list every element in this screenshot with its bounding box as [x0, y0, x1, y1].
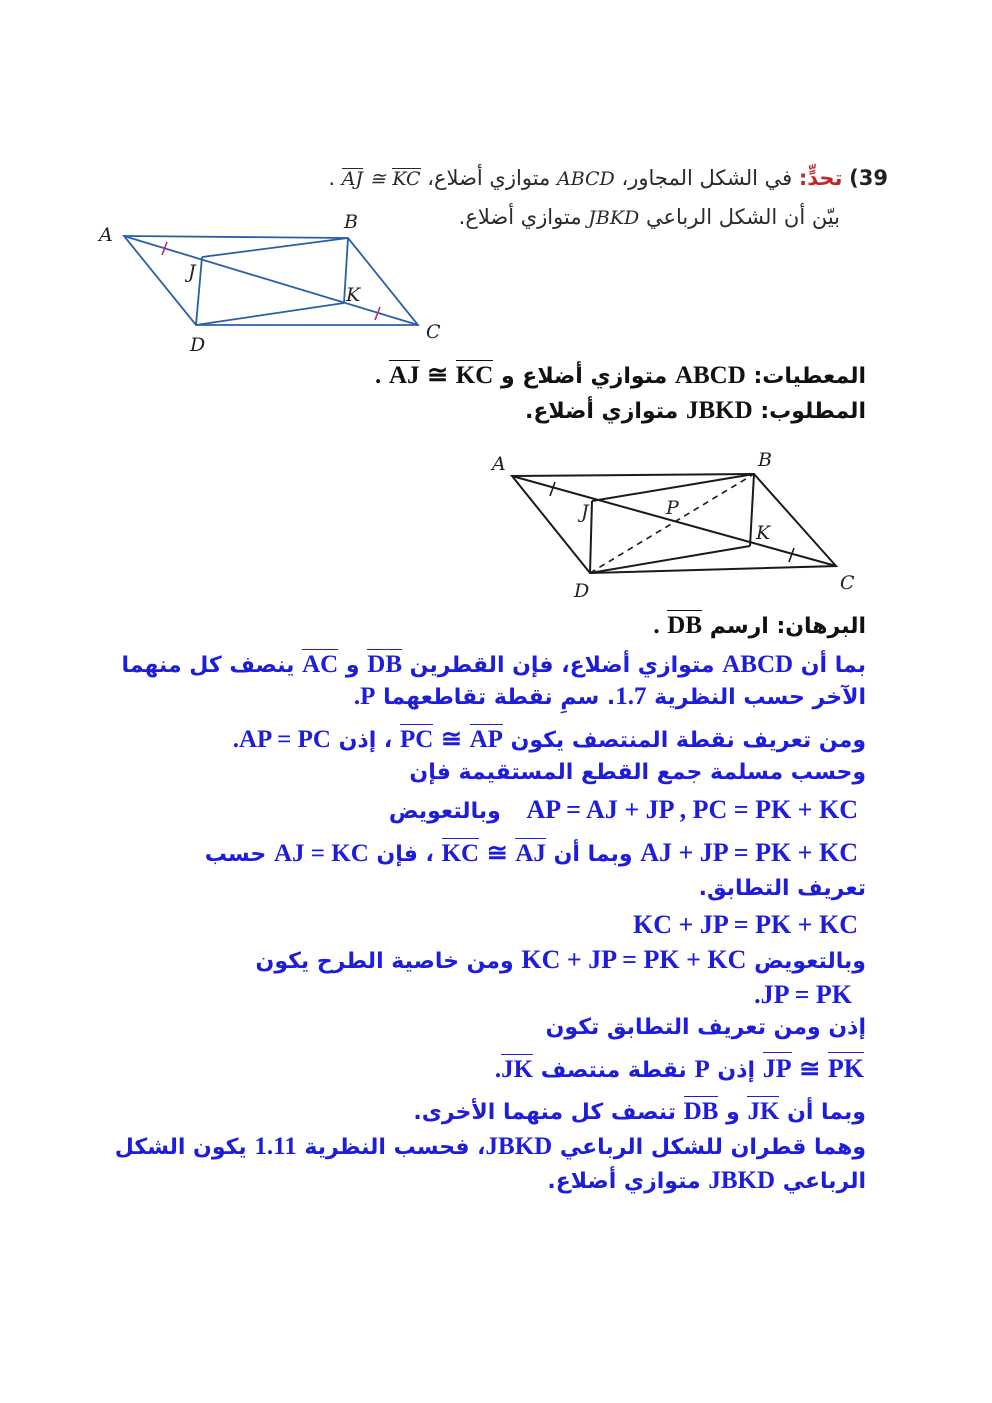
- proof-line-3: الآخر حسب النظرية 1.7. سمِ نقطة تقاطعهما P.: [353, 683, 866, 710]
- proof-line-16: الرباعي JBKD متوازي أضلاع.: [547, 1167, 866, 1194]
- problem-number: 39): [849, 166, 888, 190]
- fig2-label-C: C: [840, 572, 855, 594]
- proof-line-5: وحسب مسلمة جمع القطع المستقيمة فإن: [409, 760, 866, 785]
- proof-line-11: JP = PK.: [754, 980, 852, 1009]
- given-line: المعطيات: ABCD متوازي أضلاع و KC ≅ AJ .: [375, 362, 866, 389]
- parallelogram-figure-2: [488, 446, 868, 606]
- proof-line-12: إذن ومن تعريف التطابق تكون: [545, 1015, 866, 1040]
- challenge-label: تحدٍّ:: [798, 166, 843, 190]
- given-label: المعطيات:: [753, 364, 866, 389]
- problem-line-1: 39) تحدٍّ: في الشكل المجاور، ABCD متوازي أضلاع، KC ≅ AJ .: [328, 166, 888, 190]
- parallelogram-figure-1: [96, 208, 456, 360]
- fig1-label-A: A: [99, 224, 113, 246]
- fig1-label-D: D: [190, 334, 206, 356]
- proof-line-8: تعريف التطابق.: [698, 876, 866, 901]
- required-label: المطلوب:: [760, 399, 866, 424]
- fig2-label-K: K: [756, 522, 771, 544]
- required-line: المطلوب: JBKD متوازي أضلاع.: [524, 397, 866, 424]
- proof-line-10: وبالتعويض KC + JP = PK + KC ومن خاصية الطرح يكون: [255, 945, 866, 974]
- proof-line-9: KC + JP = PK + KC: [633, 910, 858, 939]
- problem-line-2: بيّن أن الشكل الرباعي JBKD متوازي أضلاع.: [458, 205, 840, 229]
- proof-line-7: AJ + JP = PK + KC وبما أن AJ ≅ KC ، فإن AJ = KC حسب: [204, 838, 858, 867]
- proof-line-6: AP = AJ + JP , PC = PK + KC وبالتعويض: [388, 795, 858, 824]
- proof-line-4: ومن تعريف نقطة المنتصف يكون AP ≅ PC ، إذن AP = PC.: [232, 726, 866, 753]
- fig2-label-A: A: [492, 453, 506, 475]
- fig2-label-D: D: [574, 580, 590, 602]
- fig2-label-P: P: [666, 497, 679, 519]
- proof-line-15: وهما قطران للشكل الرباعي JBKD، فحسب النظرية 1.11 يكون الشكل: [114, 1133, 866, 1160]
- proof-line-1: البرهان: ارسم DB .: [653, 612, 866, 639]
- fig2-label-B: B: [758, 449, 772, 471]
- fig1-label-C: C: [426, 321, 441, 343]
- fig1-label-K: K: [346, 284, 361, 306]
- fig2-label-J: J: [581, 501, 589, 523]
- proof-line-13: PK ≅ JP إذن P نقطة منتصف JK.: [494, 1054, 864, 1083]
- proof-line-14: وبما أن JK و DB تنصف كل منهما الأخرى.: [413, 1098, 866, 1125]
- fig1-label-B: B: [344, 211, 358, 233]
- proof-line-2: بما أن ABCD متوازي أضلاع، فإن القطرين DB و AC ينصف كل منهما: [121, 651, 866, 678]
- proof-label: البرهان: ارسم: [709, 614, 866, 639]
- fig1-label-J: J: [188, 261, 196, 283]
